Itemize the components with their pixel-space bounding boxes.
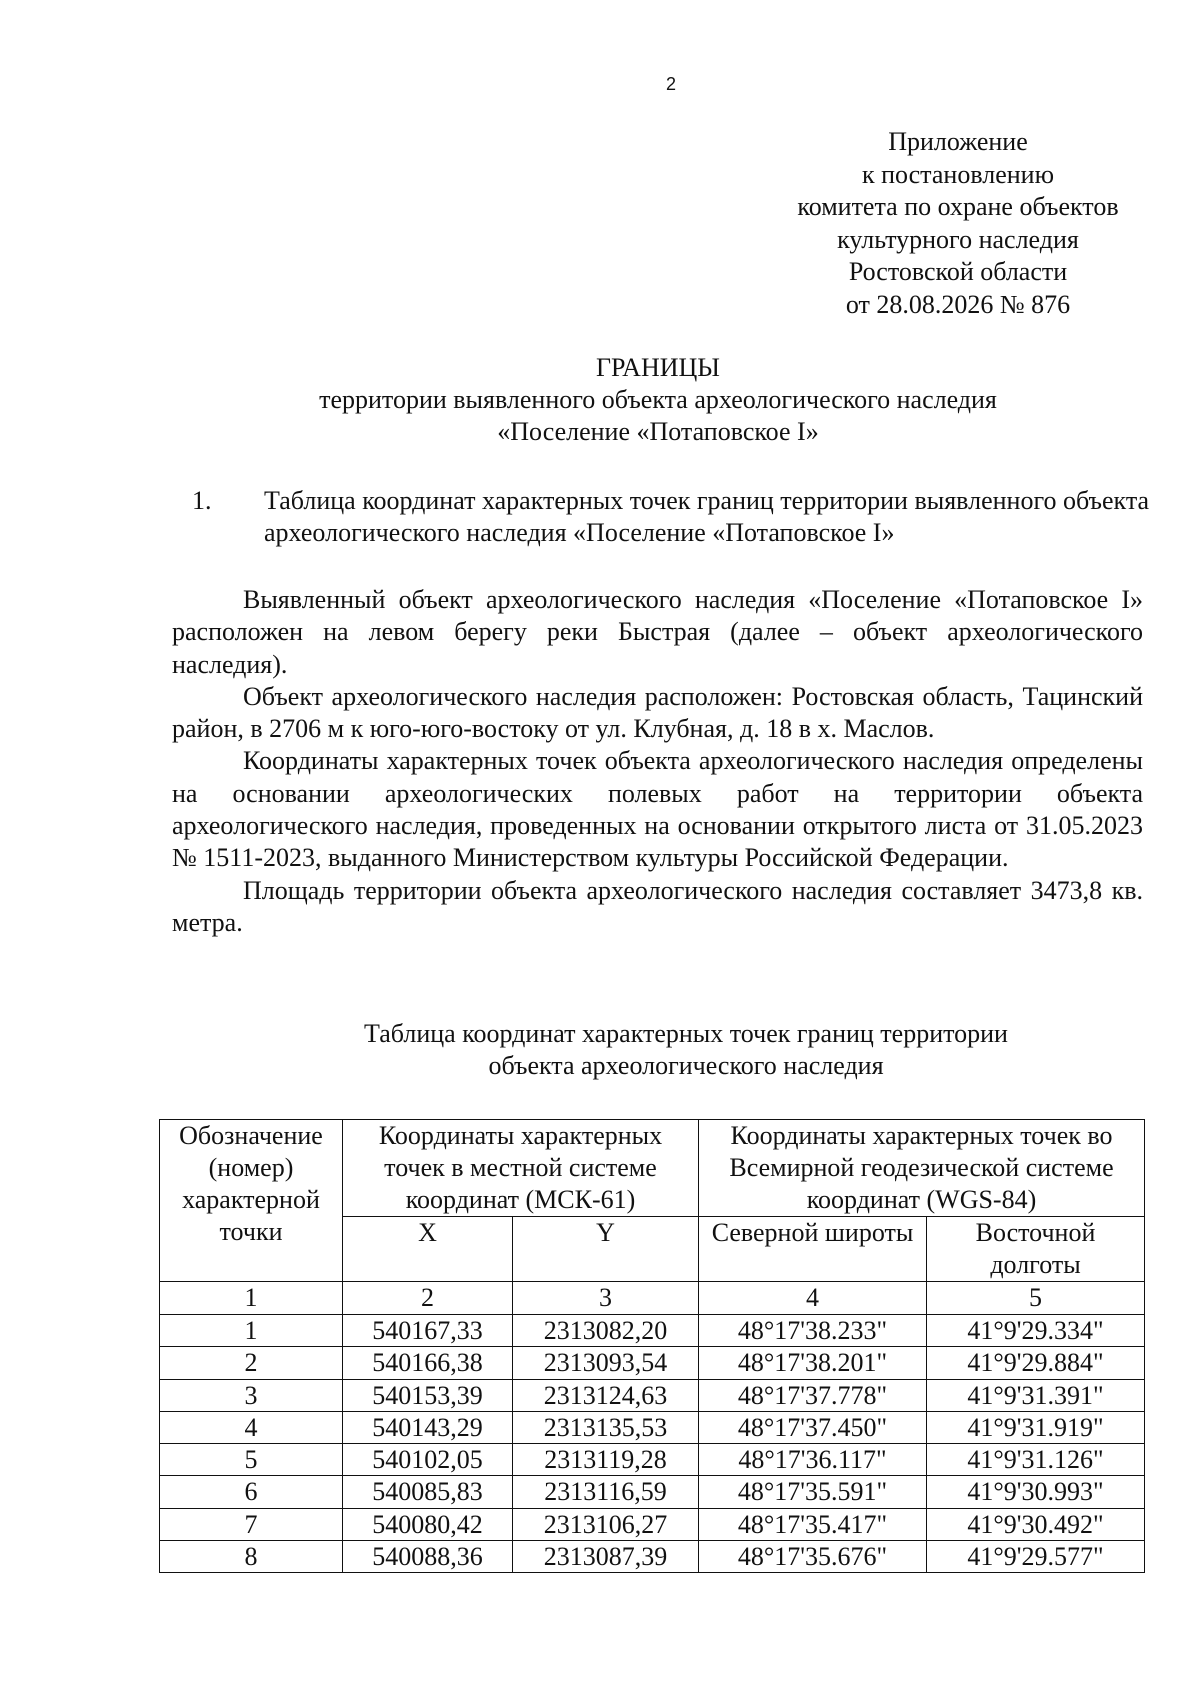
cell-y: 2313093,54: [513, 1347, 699, 1379]
cell-longitude: 41°9'31.126": [927, 1444, 1145, 1476]
appendix-line: к постановлению: [861, 159, 1055, 189]
column-number: 4: [699, 1282, 927, 1315]
cell-longitude: 41°9'30.492": [927, 1508, 1145, 1540]
cell-longitude: 41°9'29.577": [927, 1541, 1145, 1573]
cell-y: 2313124,63: [513, 1379, 699, 1411]
cell-latitude: 48°17'38.233": [699, 1315, 927, 1347]
header-point: Обозначение (номер) характерной точки: [160, 1120, 343, 1282]
cell-x: 540143,29: [343, 1411, 513, 1443]
cell-point: 4: [160, 1411, 343, 1443]
paragraph: Объект археологического наследия расположен: Ростовская область, Тацинский район, в 2706 м к юго-юго-востоку от ул. Клубная, д. 18 в х. Маслов.: [172, 681, 1143, 744]
cell-y: 2313116,59: [513, 1476, 699, 1508]
cell-longitude: 41°9'31.919": [927, 1411, 1145, 1443]
cell-y: 2313082,20: [513, 1315, 699, 1347]
cell-latitude: 48°17'38.201": [699, 1347, 927, 1379]
cell-longitude: 41°9'30.993": [927, 1476, 1145, 1508]
caption-line: объекта археологического наследия: [488, 1051, 884, 1080]
title-line: территории выявленного объекта археологического наследия: [319, 385, 997, 414]
title-heading: ГРАНИЦЫ: [596, 353, 720, 382]
body-text: [172, 584, 1143, 939]
column-number: 5: [927, 1282, 1145, 1315]
cell-x: 540080,42: [343, 1508, 513, 1540]
paragraph: Координаты характерных точек объекта археологического наследия определены на основании археологических полевых работ на территории объекта археологического наследия, проведенных на основании открытого листа от 31.05.2023 № 1511-2023, выданного Министерством культуры Российской Федерации.: [172, 746, 1143, 873]
cell-latitude: 48°17'35.676": [699, 1541, 927, 1573]
column-number: 1: [160, 1282, 343, 1315]
cell-latitude: 48°17'37.778": [699, 1379, 927, 1411]
caption-line: Таблица координат характерных точек границ территории: [364, 1019, 1008, 1048]
table-row: [160, 1444, 1145, 1476]
cell-latitude: 48°17'36.117": [699, 1444, 927, 1476]
cell-y: 2313106,27: [513, 1508, 699, 1540]
header-x: X: [343, 1217, 513, 1282]
table-row: [160, 1541, 1145, 1573]
cell-point: 8: [160, 1541, 343, 1573]
cell-longitude: 41°9'31.391": [927, 1379, 1145, 1411]
cell-point: 6: [160, 1476, 343, 1508]
appendix-line: от 28.08.2026 № 876: [845, 289, 1071, 319]
appendix-line: Ростовской области: [848, 257, 1068, 286]
table-row: [160, 1347, 1145, 1379]
cell-y: 2313119,28: [513, 1444, 699, 1476]
column-number-row: [160, 1282, 1145, 1315]
coordinates-table: [159, 1119, 1145, 1573]
header-y: Y: [513, 1217, 699, 1282]
table-row: [160, 1315, 1145, 1347]
section-heading: [192, 485, 1152, 549]
cell-longitude: 41°9'29.334": [927, 1315, 1145, 1347]
cell-latitude: 48°17'35.417": [699, 1508, 927, 1540]
cell-point: 3: [160, 1379, 343, 1411]
section-number: 1.: [192, 486, 212, 515]
cell-latitude: 48°17'35.591": [699, 1476, 927, 1508]
title-line: «Поселение «Потаповское I»: [497, 417, 819, 446]
appendix-line: Приложение: [888, 127, 1028, 156]
header-longitude: Восточной долготы: [927, 1217, 1145, 1282]
cell-point: 5: [160, 1444, 343, 1476]
appendix-line: комитета по охране объектов: [797, 192, 1119, 221]
cell-x: 540166,38: [343, 1347, 513, 1379]
cell-latitude: 48°17'37.450": [699, 1411, 927, 1443]
cell-point: 7: [160, 1508, 343, 1540]
document-title: [0, 352, 1200, 448]
table-caption: [0, 1018, 1200, 1082]
table-row: [160, 1508, 1145, 1540]
cell-y: 2313135,53: [513, 1411, 699, 1443]
column-number: 3: [513, 1282, 699, 1315]
appendix-line: культурного наследия: [837, 224, 1079, 254]
header-msk: Координаты характерных точек в местной системе координат (МСК-61): [343, 1120, 699, 1217]
cell-x: 540088,36: [343, 1541, 513, 1573]
cell-longitude: 41°9'29.884": [927, 1347, 1145, 1379]
column-number: 2: [343, 1282, 513, 1315]
paragraph: Площадь территории объекта археологического наследия составляет 3473,8 кв. метра.: [172, 875, 1143, 937]
appendix-block: [760, 126, 1156, 321]
paragraph: Выявленный объект археологического наследия «Поселение «Потаповское I» расположен на левом берегу реки Быстрая (далее – объект археологического наследия).: [172, 585, 1143, 679]
table-row: [160, 1379, 1145, 1411]
cell-point: 2: [160, 1347, 343, 1379]
section-text: Таблица координат характерных точек границ территории выявленного объекта археологического наследия «Поселение «Потаповское I»: [264, 486, 1150, 547]
cell-x: 540085,83: [343, 1476, 513, 1508]
table-row: [160, 1411, 1145, 1443]
header-latitude: Северной широты: [699, 1217, 927, 1282]
cell-x: 540167,33: [343, 1315, 513, 1347]
cell-x: 540153,39: [343, 1379, 513, 1411]
cell-y: 2313087,39: [513, 1541, 699, 1573]
table-row: [160, 1476, 1145, 1508]
cell-x: 540102,05: [343, 1444, 513, 1476]
cell-point: 1: [160, 1315, 343, 1347]
header-wgs: Координаты характерных точек во Всемирной геодезической системе координат (WGS-84): [699, 1120, 1145, 1217]
page-number: 2: [665, 74, 676, 94]
